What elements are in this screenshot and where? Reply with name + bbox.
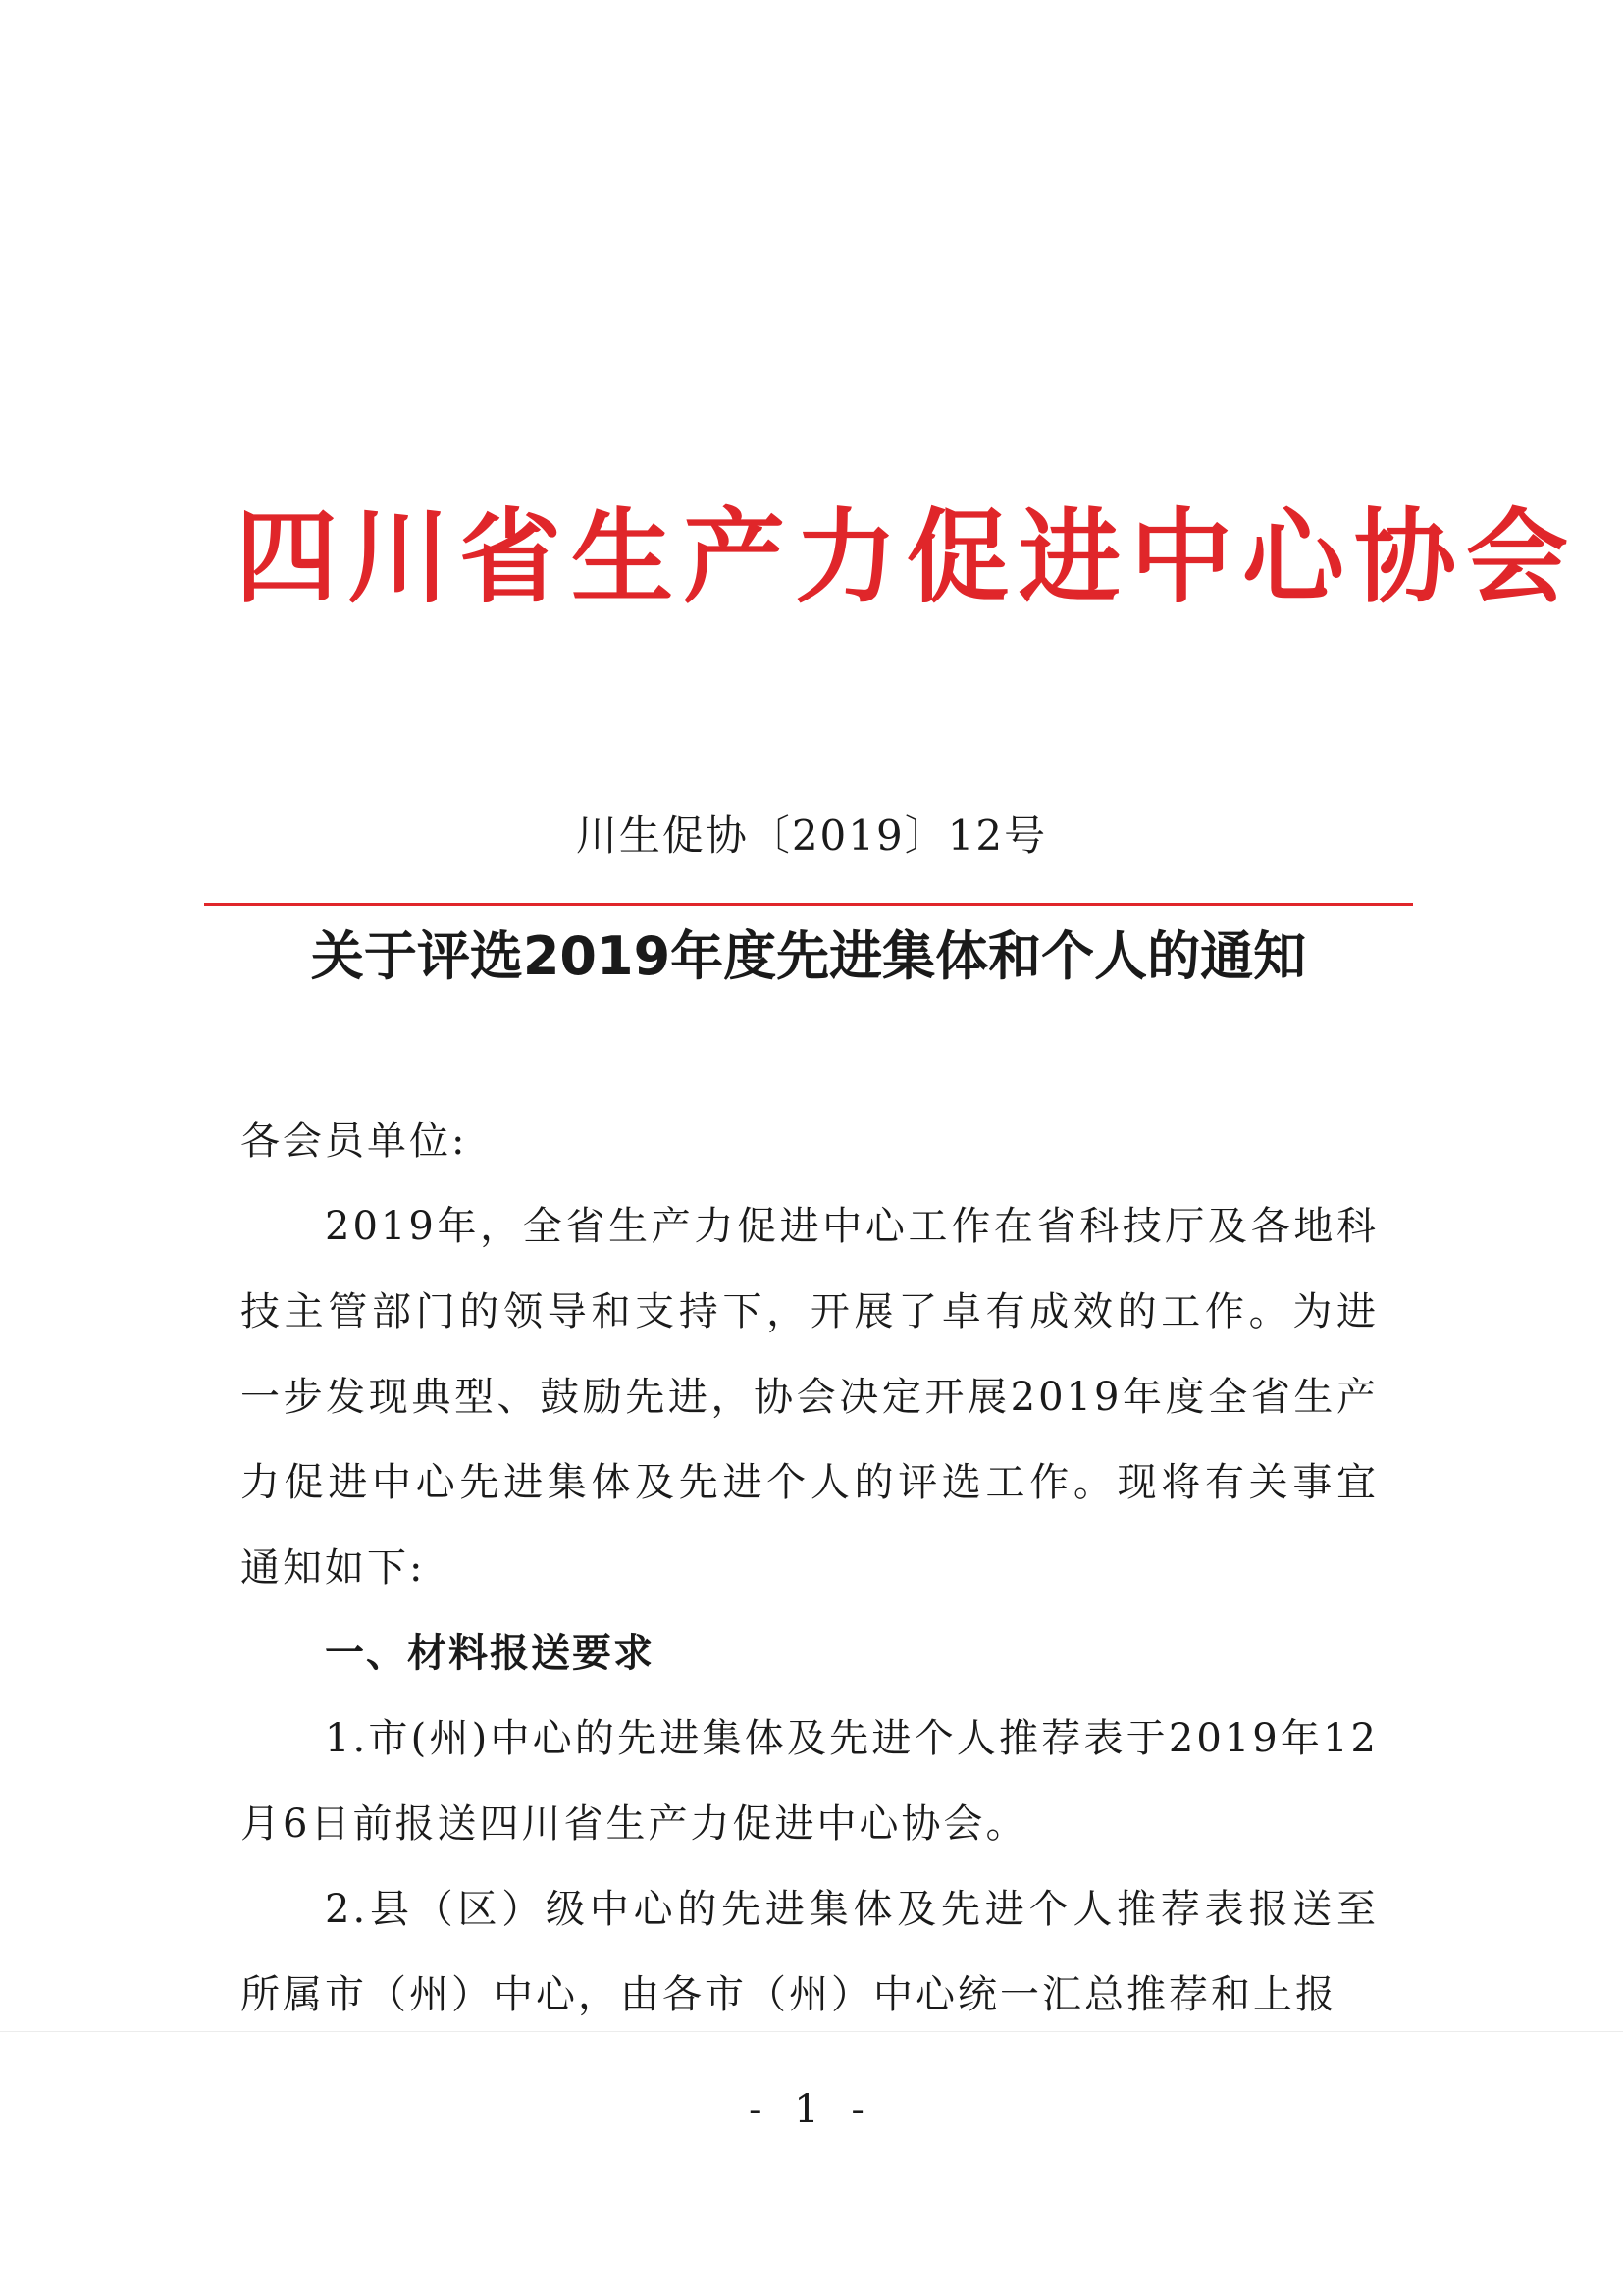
organization-header: 四川省生产力促进中心协会 xyxy=(236,497,1579,617)
red-divider-line xyxy=(204,903,1413,906)
document-number: 川生促协〔2019〕12号 xyxy=(575,811,1048,860)
document-body xyxy=(240,1099,1379,2038)
document-title: 关于评选2019年度先进集体和个人的通知 xyxy=(310,925,1307,987)
footer-divider xyxy=(0,2031,1623,2032)
section-heading: 一、材料报送要求 xyxy=(325,1631,654,1676)
intro-paragraph: 2019年，全省生产力促进中心工作在省科技厅及各地科技主管部门的领导和支持下，开展了卓有成效的工作。为进一步发现典型、鼓励先进，协会决定开展2019年度全省生产力促进中心先进集体及先进个人的评选工作。现将有关事宜通知如下: xyxy=(240,1204,1379,1591)
page-number: - 1 - xyxy=(749,2087,874,2132)
list-item: 1.市(州)中心的先进集体及先进个人推荐表于2019年12月6日前报送四川省生产力促进中心协会。 xyxy=(240,1716,1379,1847)
list-item: 2.县（区）级中心的先进集体及先进个人推荐表报送至所属市（州）中心，由各市（州）中心统一汇总推荐和上报 xyxy=(240,1887,1379,2017)
salutation: 各会员单位: xyxy=(240,1119,468,1164)
